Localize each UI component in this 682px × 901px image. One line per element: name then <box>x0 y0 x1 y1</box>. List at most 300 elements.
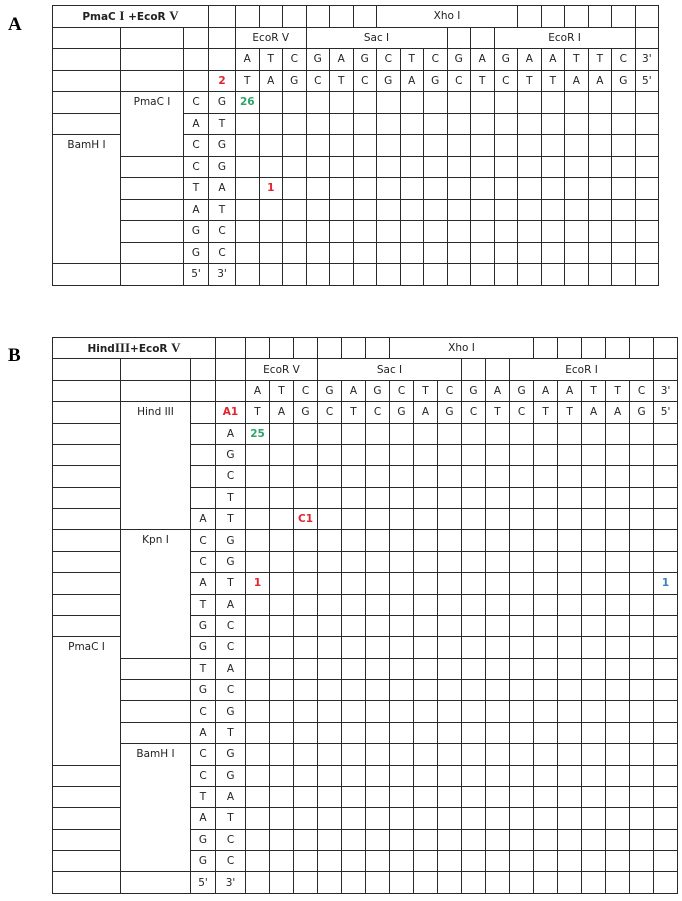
empty-cell <box>612 199 636 221</box>
blank <box>209 49 236 71</box>
empty-cell <box>342 680 366 701</box>
empty-cell <box>306 199 330 221</box>
empty-cell <box>486 851 510 872</box>
empty-cell <box>438 551 462 572</box>
enzyme-ecorv-label: EcoR V <box>236 27 307 49</box>
empty-cell <box>462 744 486 765</box>
vertical-strand-base: C <box>216 851 246 872</box>
empty-cell <box>377 242 401 264</box>
blank <box>121 380 191 401</box>
blank <box>53 530 121 551</box>
vertical-strand-base: C <box>184 156 209 178</box>
empty-cell <box>366 765 390 786</box>
empty-cell <box>342 744 366 765</box>
empty-cell <box>565 113 589 135</box>
blank <box>270 338 294 359</box>
empty-cell <box>246 594 270 615</box>
blank <box>353 6 377 28</box>
empty-cell <box>471 156 495 178</box>
top-strand-base: G <box>353 49 377 71</box>
empty-cell <box>246 530 270 551</box>
empty-cell <box>462 573 486 594</box>
empty-cell <box>342 487 366 508</box>
vertical-strand-base: G <box>191 851 216 872</box>
empty-cell <box>318 808 342 829</box>
empty-cell <box>424 242 448 264</box>
empty-cell <box>606 530 630 551</box>
vertical-strand-base: 3' <box>209 264 236 286</box>
blank <box>471 27 495 49</box>
empty-cell <box>630 744 654 765</box>
empty-cell <box>582 829 606 850</box>
empty-cell <box>612 92 636 114</box>
empty-cell <box>342 615 366 636</box>
empty-cell <box>510 487 534 508</box>
bottom-strand-base: A <box>565 70 589 92</box>
empty-cell <box>494 156 518 178</box>
empty-cell <box>342 872 366 894</box>
blank <box>53 70 121 92</box>
enzyme-ecori-label: EcoR I <box>494 27 635 49</box>
empty-cell <box>447 221 471 243</box>
empty-cell <box>486 573 510 594</box>
empty-cell <box>400 92 424 114</box>
empty-cell <box>390 444 414 465</box>
empty-cell <box>494 242 518 264</box>
empty-cell <box>486 615 510 636</box>
empty-cell <box>534 615 558 636</box>
empty-cell <box>582 744 606 765</box>
blank <box>53 466 121 487</box>
empty-cell <box>246 487 270 508</box>
title-part: III <box>114 340 131 356</box>
vertical-strand-base: G <box>184 221 209 243</box>
empty-cell <box>353 264 377 286</box>
empty-cell <box>494 264 518 286</box>
empty-cell <box>462 829 486 850</box>
top-strand-base: C <box>283 49 307 71</box>
bottom-strand-base: C <box>353 70 377 92</box>
top-strand-base: A <box>330 49 354 71</box>
top-strand-base: G <box>447 49 471 71</box>
empty-cell <box>486 487 510 508</box>
empty-cell <box>606 744 630 765</box>
empty-cell <box>366 594 390 615</box>
top-strand-base: C <box>424 49 448 71</box>
bottom-strand-base: A <box>414 402 438 423</box>
bottom-strand-base: A <box>582 402 606 423</box>
empty-cell <box>342 658 366 679</box>
top-strand-base: G <box>318 380 342 401</box>
empty-cell <box>565 221 589 243</box>
empty-cell <box>414 573 438 594</box>
empty-cell <box>534 509 558 530</box>
empty-cell <box>283 135 307 157</box>
empty-cell <box>606 466 630 487</box>
vertical-strand-base: G <box>191 637 216 658</box>
empty-cell <box>654 701 678 722</box>
empty-cell <box>494 113 518 135</box>
empty-cell <box>518 113 542 135</box>
empty-cell <box>270 423 294 444</box>
empty-cell <box>534 466 558 487</box>
empty-cell <box>438 530 462 551</box>
empty-cell <box>510 444 534 465</box>
empty-cell <box>390 786 414 807</box>
empty-cell <box>236 221 260 243</box>
vertical-strand-base: A <box>216 658 246 679</box>
empty-cell <box>462 658 486 679</box>
empty-cell <box>438 829 462 850</box>
mark-1: 1 <box>259 178 283 200</box>
empty-cell <box>558 551 582 572</box>
empty-cell <box>390 680 414 701</box>
empty-cell <box>494 135 518 157</box>
empty-cell <box>462 872 486 894</box>
empty-cell <box>486 530 510 551</box>
blank <box>53 829 121 850</box>
blank <box>462 359 486 380</box>
empty-cell <box>366 658 390 679</box>
vertical-strand-base: G <box>191 680 216 701</box>
empty-cell <box>582 872 606 894</box>
empty-cell <box>377 264 401 286</box>
empty-cell <box>630 573 654 594</box>
empty-cell <box>390 722 414 743</box>
empty-cell <box>558 872 582 894</box>
bottom-strand-base: A <box>259 70 283 92</box>
vertical-strand-base: A <box>216 423 246 444</box>
empty-cell <box>400 242 424 264</box>
empty-cell <box>534 808 558 829</box>
top-strand-base: C <box>630 380 654 401</box>
empty-cell <box>471 113 495 135</box>
vertical-strand-base: C <box>191 701 216 722</box>
empty-cell <box>654 872 678 894</box>
empty-cell <box>259 156 283 178</box>
empty-cell <box>518 264 542 286</box>
empty-cell <box>588 92 612 114</box>
top-strand-base: C <box>612 49 636 71</box>
empty-cell <box>259 221 283 243</box>
vertical-strand-base: A <box>209 178 236 200</box>
empty-cell <box>486 466 510 487</box>
top-strand-base: G <box>494 49 518 71</box>
empty-cell <box>306 264 330 286</box>
empty-cell <box>582 487 606 508</box>
empty-cell <box>414 722 438 743</box>
top-strand-base: A <box>471 49 495 71</box>
empty-cell <box>414 829 438 850</box>
blank <box>588 6 612 28</box>
empty-cell <box>330 178 354 200</box>
empty-cell <box>236 264 260 286</box>
blank <box>121 221 184 243</box>
bottom-strand-base: C <box>366 402 390 423</box>
blank <box>246 338 270 359</box>
blank <box>447 27 471 49</box>
empty-cell <box>294 594 318 615</box>
empty-cell <box>582 808 606 829</box>
empty-cell <box>294 829 318 850</box>
vertical-strand-base: C <box>191 744 216 765</box>
empty-cell <box>486 786 510 807</box>
empty-cell <box>366 423 390 444</box>
empty-cell <box>270 444 294 465</box>
empty-cell <box>270 637 294 658</box>
blank <box>121 658 191 679</box>
empty-cell <box>462 444 486 465</box>
empty-cell <box>306 221 330 243</box>
empty-cell <box>270 722 294 743</box>
empty-cell <box>353 135 377 157</box>
empty-cell <box>534 551 558 572</box>
empty-cell <box>630 872 654 894</box>
empty-cell <box>534 851 558 872</box>
empty-cell <box>342 829 366 850</box>
vertical-strand-base: A <box>184 113 209 135</box>
blank <box>342 338 366 359</box>
bottom-strand-base: A <box>270 402 294 423</box>
empty-cell <box>582 680 606 701</box>
empty-cell <box>606 872 630 894</box>
empty-cell <box>330 264 354 286</box>
empty-cell <box>294 487 318 508</box>
empty-cell <box>390 594 414 615</box>
empty-cell <box>318 786 342 807</box>
vertical-strand-base: A <box>216 594 246 615</box>
vertical-strand-base: T <box>209 199 236 221</box>
empty-cell <box>377 221 401 243</box>
empty-cell <box>318 765 342 786</box>
empty-cell <box>342 722 366 743</box>
empty-cell <box>377 156 401 178</box>
empty-cell <box>486 744 510 765</box>
empty-cell <box>486 444 510 465</box>
bottom-strand-base: T <box>518 70 542 92</box>
empty-cell <box>447 156 471 178</box>
empty-cell <box>630 680 654 701</box>
empty-cell <box>606 851 630 872</box>
empty-cell <box>390 551 414 572</box>
empty-cell <box>366 466 390 487</box>
empty-cell <box>565 135 589 157</box>
empty-cell <box>438 573 462 594</box>
empty-cell <box>510 509 534 530</box>
title-part: V <box>171 340 181 356</box>
blank <box>53 509 121 530</box>
empty-cell <box>447 242 471 264</box>
empty-cell <box>541 113 565 135</box>
empty-cell <box>462 509 486 530</box>
vertical-strand-base: T <box>184 178 209 200</box>
empty-cell <box>414 615 438 636</box>
empty-cell <box>558 680 582 701</box>
empty-cell <box>318 680 342 701</box>
empty-cell <box>518 178 542 200</box>
empty-cell <box>534 765 558 786</box>
empty-cell <box>582 851 606 872</box>
empty-cell <box>654 423 678 444</box>
empty-cell <box>635 242 659 264</box>
empty-cell <box>246 680 270 701</box>
empty-cell <box>330 199 354 221</box>
top-strand-base: C <box>390 380 414 401</box>
empty-cell <box>518 221 542 243</box>
empty-cell <box>654 615 678 636</box>
empty-cell <box>330 113 354 135</box>
empty-cell <box>318 594 342 615</box>
top-strand-base: 3' <box>654 380 678 401</box>
blank <box>121 359 191 380</box>
empty-cell <box>400 113 424 135</box>
empty-cell <box>534 487 558 508</box>
empty-cell <box>318 701 342 722</box>
empty-cell <box>471 242 495 264</box>
empty-cell <box>353 156 377 178</box>
empty-cell <box>294 680 318 701</box>
empty-cell <box>400 178 424 200</box>
empty-cell <box>259 92 283 114</box>
empty-cell <box>486 680 510 701</box>
empty-cell <box>246 444 270 465</box>
empty-cell <box>510 829 534 850</box>
blank <box>121 199 184 221</box>
empty-cell <box>342 551 366 572</box>
vertical-strand-base: G <box>216 530 246 551</box>
empty-cell <box>654 551 678 572</box>
empty-cell <box>654 487 678 508</box>
bottom-strand-base: G <box>390 402 414 423</box>
empty-cell <box>330 242 354 264</box>
empty-cell <box>588 178 612 200</box>
empty-cell <box>630 765 654 786</box>
empty-cell <box>612 135 636 157</box>
enzyme-xho-label: Xho I <box>390 338 534 359</box>
empty-cell <box>270 765 294 786</box>
bottom-strand-base: G <box>283 70 307 92</box>
empty-cell <box>259 135 283 157</box>
top-strand-base: G <box>306 49 330 71</box>
empty-cell <box>471 199 495 221</box>
empty-cell <box>246 786 270 807</box>
empty-cell <box>630 444 654 465</box>
empty-cell <box>438 444 462 465</box>
empty-cell <box>486 829 510 850</box>
empty-cell <box>462 808 486 829</box>
blank <box>541 6 565 28</box>
bottom-strand-base: G <box>630 402 654 423</box>
empty-cell <box>462 722 486 743</box>
vertical-strand-base: T <box>191 658 216 679</box>
empty-cell <box>471 135 495 157</box>
empty-cell <box>414 551 438 572</box>
empty-cell <box>558 615 582 636</box>
empty-cell <box>414 509 438 530</box>
empty-cell <box>582 615 606 636</box>
bottom-strand-base: G <box>294 402 318 423</box>
empty-cell <box>270 808 294 829</box>
empty-cell <box>558 851 582 872</box>
top-strand-base: T <box>565 49 589 71</box>
empty-cell <box>377 178 401 200</box>
empty-cell <box>558 530 582 551</box>
empty-cell <box>486 551 510 572</box>
empty-cell <box>270 530 294 551</box>
panel-label-b: B <box>8 345 21 366</box>
empty-cell <box>353 92 377 114</box>
blank <box>121 872 191 894</box>
blank <box>283 6 307 28</box>
empty-cell <box>270 872 294 894</box>
empty-cell <box>342 466 366 487</box>
empty-cell <box>294 872 318 894</box>
blank <box>184 27 209 49</box>
empty-cell <box>353 178 377 200</box>
empty-cell <box>366 573 390 594</box>
empty-cell <box>318 658 342 679</box>
bottom-strand-base: A <box>606 402 630 423</box>
empty-cell <box>654 466 678 487</box>
vertical-strand-base: G <box>184 242 209 264</box>
empty-cell <box>534 701 558 722</box>
empty-cell <box>541 221 565 243</box>
bottom-strand-base: 5' <box>635 70 659 92</box>
enzyme-xho-label: Xho I <box>377 6 518 28</box>
mark-1-red: 1 <box>246 573 270 594</box>
empty-cell <box>494 92 518 114</box>
blank <box>191 380 216 401</box>
bottom-strand-base: C <box>462 402 486 423</box>
empty-cell <box>510 615 534 636</box>
empty-cell <box>306 242 330 264</box>
empty-cell <box>414 680 438 701</box>
empty-cell <box>486 637 510 658</box>
empty-cell <box>558 829 582 850</box>
blank <box>53 49 121 71</box>
empty-cell <box>510 765 534 786</box>
empty-cell <box>654 808 678 829</box>
empty-cell <box>414 851 438 872</box>
empty-cell <box>518 92 542 114</box>
title-part: PmaC <box>82 11 120 24</box>
bottom-strand-base: A <box>400 70 424 92</box>
empty-cell <box>534 744 558 765</box>
empty-cell <box>486 594 510 615</box>
empty-cell <box>414 701 438 722</box>
empty-cell <box>414 872 438 894</box>
empty-cell <box>518 135 542 157</box>
empty-cell <box>414 808 438 829</box>
bottom-strand-base: T <box>236 70 260 92</box>
mark-25: 25 <box>246 423 270 444</box>
empty-cell <box>283 199 307 221</box>
empty-cell <box>558 487 582 508</box>
empty-cell <box>565 199 589 221</box>
empty-cell <box>353 113 377 135</box>
empty-cell <box>462 551 486 572</box>
empty-cell <box>582 444 606 465</box>
empty-cell <box>306 156 330 178</box>
empty-cell <box>424 221 448 243</box>
empty-cell <box>353 242 377 264</box>
empty-cell <box>606 487 630 508</box>
empty-cell <box>318 551 342 572</box>
empty-cell <box>486 722 510 743</box>
table-a <box>52 5 659 286</box>
empty-cell <box>294 573 318 594</box>
empty-cell <box>414 765 438 786</box>
